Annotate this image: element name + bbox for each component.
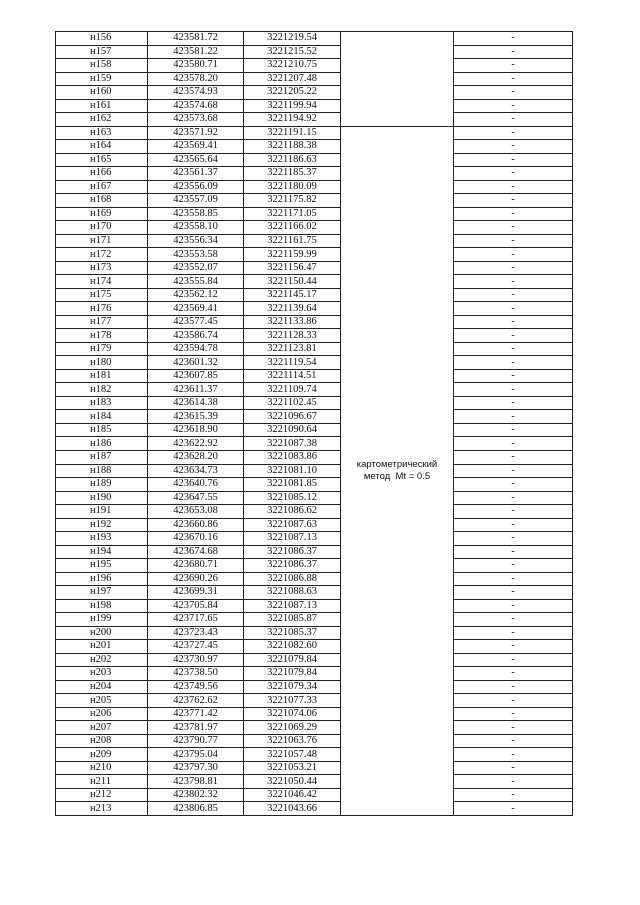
error-value-cell: - xyxy=(454,599,573,613)
error-value-cell: - xyxy=(454,329,573,343)
table-row xyxy=(56,505,573,519)
x-coordinate-cell: 423790.77 xyxy=(148,734,244,748)
x-coordinate-cell: 423569.41 xyxy=(148,140,244,154)
error-value-cell: - xyxy=(454,545,573,559)
point-id-cell: н205 xyxy=(56,694,148,708)
point-id-cell: н168 xyxy=(56,194,148,208)
y-coordinate-cell: 3221156.47 xyxy=(244,261,341,275)
coordinate-table-body xyxy=(56,32,573,816)
x-coordinate-cell: 423798.81 xyxy=(148,775,244,789)
point-id-cell: н175 xyxy=(56,288,148,302)
table-row xyxy=(56,140,573,154)
y-coordinate-cell: 3221219.54 xyxy=(244,32,341,46)
error-value-cell: - xyxy=(454,369,573,383)
x-coordinate-cell: 423571.92 xyxy=(148,126,244,140)
x-coordinate-cell: 423781.97 xyxy=(148,721,244,735)
point-id-cell: н180 xyxy=(56,356,148,370)
point-id-cell: н207 xyxy=(56,721,148,735)
point-id-cell: н206 xyxy=(56,707,148,721)
table-row xyxy=(56,518,573,532)
error-value-cell: - xyxy=(454,234,573,248)
x-coordinate-cell: 423717.65 xyxy=(148,613,244,627)
table-row xyxy=(56,59,573,73)
table-row xyxy=(56,329,573,343)
x-coordinate-cell: 423618.90 xyxy=(148,423,244,437)
table-row xyxy=(56,248,573,262)
coordinate-table-sheet xyxy=(55,31,572,858)
y-coordinate-cell: 3221087.63 xyxy=(244,518,341,532)
point-id-cell: н164 xyxy=(56,140,148,154)
error-value-cell: - xyxy=(454,356,573,370)
x-coordinate-cell: 423653.08 xyxy=(148,505,244,519)
point-id-cell: н209 xyxy=(56,748,148,762)
table-row xyxy=(56,478,573,492)
y-coordinate-cell: 3221088.63 xyxy=(244,586,341,600)
table-row xyxy=(56,748,573,762)
point-id-cell: н161 xyxy=(56,99,148,113)
error-value-cell: - xyxy=(454,410,573,424)
x-coordinate-cell: 423553.58 xyxy=(148,248,244,262)
table-row xyxy=(56,775,573,789)
table-row xyxy=(56,734,573,748)
error-value-cell: - xyxy=(454,45,573,59)
x-coordinate-cell: 423647.55 xyxy=(148,491,244,505)
error-value-cell: - xyxy=(454,653,573,667)
point-id-cell: н189 xyxy=(56,478,148,492)
table-row xyxy=(56,275,573,289)
error-value-cell: - xyxy=(454,288,573,302)
error-value-cell: - xyxy=(454,194,573,208)
point-id-cell: н200 xyxy=(56,626,148,640)
y-coordinate-cell: 3221207.48 xyxy=(244,72,341,86)
x-coordinate-cell: 423556.34 xyxy=(148,234,244,248)
coordinate-table xyxy=(55,31,573,816)
x-coordinate-cell: 423628.20 xyxy=(148,450,244,464)
error-value-cell: - xyxy=(454,221,573,235)
x-coordinate-cell: 423771.42 xyxy=(148,707,244,721)
point-id-cell: н210 xyxy=(56,761,148,775)
y-coordinate-cell: 3221074.06 xyxy=(244,707,341,721)
point-id-cell: н198 xyxy=(56,599,148,613)
table-row xyxy=(56,613,573,627)
point-id-cell: н165 xyxy=(56,153,148,167)
error-value-cell: - xyxy=(454,302,573,316)
x-coordinate-cell: 423594.78 xyxy=(148,342,244,356)
error-value-cell: - xyxy=(454,59,573,73)
y-coordinate-cell: 3221079.84 xyxy=(244,667,341,681)
y-coordinate-cell: 3221123.81 xyxy=(244,342,341,356)
x-coordinate-cell: 423762.62 xyxy=(148,694,244,708)
error-value-cell: - xyxy=(454,505,573,519)
point-id-cell: н191 xyxy=(56,505,148,519)
y-coordinate-cell: 3221166.02 xyxy=(244,221,341,235)
error-value-cell: - xyxy=(454,667,573,681)
error-value-cell: - xyxy=(454,586,573,600)
error-value-cell: - xyxy=(454,775,573,789)
error-value-cell: - xyxy=(454,437,573,451)
point-id-cell: н173 xyxy=(56,261,148,275)
table-row xyxy=(56,194,573,208)
error-value-cell: - xyxy=(454,423,573,437)
x-coordinate-cell: 423634.73 xyxy=(148,464,244,478)
error-value-cell: - xyxy=(454,167,573,181)
error-value-cell: - xyxy=(454,491,573,505)
error-value-cell: - xyxy=(454,180,573,194)
y-coordinate-cell: 3221082.60 xyxy=(244,640,341,654)
x-coordinate-cell: 423615.39 xyxy=(148,410,244,424)
table-row xyxy=(56,707,573,721)
table-row xyxy=(56,302,573,316)
x-coordinate-cell: 423622.92 xyxy=(148,437,244,451)
y-coordinate-cell: 3221086.37 xyxy=(244,559,341,573)
y-coordinate-cell: 3221159.99 xyxy=(244,248,341,262)
error-value-cell: - xyxy=(454,802,573,816)
table-row xyxy=(56,423,573,437)
x-coordinate-cell: 423806.85 xyxy=(148,802,244,816)
table-row xyxy=(56,32,573,46)
x-coordinate-cell: 423614.38 xyxy=(148,396,244,410)
x-coordinate-cell: 423565.64 xyxy=(148,153,244,167)
y-coordinate-cell: 3221046.42 xyxy=(244,788,341,802)
table-row xyxy=(56,86,573,100)
x-coordinate-cell: 423727.45 xyxy=(148,640,244,654)
point-id-cell: н169 xyxy=(56,207,148,221)
point-id-cell: н162 xyxy=(56,113,148,127)
point-id-cell: н160 xyxy=(56,86,148,100)
x-coordinate-cell: 423574.93 xyxy=(148,86,244,100)
y-coordinate-cell: 3221069.29 xyxy=(244,721,341,735)
error-value-cell: - xyxy=(454,518,573,532)
point-id-cell: н157 xyxy=(56,45,148,59)
y-coordinate-cell: 3221063.76 xyxy=(244,734,341,748)
y-coordinate-cell: 3221053.21 xyxy=(244,761,341,775)
x-coordinate-cell: 423611.37 xyxy=(148,383,244,397)
table-row xyxy=(56,45,573,59)
point-id-cell: н174 xyxy=(56,275,148,289)
y-coordinate-cell: 3221114.51 xyxy=(244,369,341,383)
x-coordinate-cell: 423581.72 xyxy=(148,32,244,46)
y-coordinate-cell: 3221161.75 xyxy=(244,234,341,248)
error-value-cell: - xyxy=(454,72,573,86)
table-row xyxy=(56,288,573,302)
point-id-cell: н178 xyxy=(56,329,148,343)
point-id-cell: н172 xyxy=(56,248,148,262)
x-coordinate-cell: 423581.22 xyxy=(148,45,244,59)
y-coordinate-cell: 3221081.85 xyxy=(244,478,341,492)
point-id-cell: н201 xyxy=(56,640,148,654)
table-row xyxy=(56,450,573,464)
error-value-cell: - xyxy=(454,140,573,154)
y-coordinate-cell: 3221145.17 xyxy=(244,288,341,302)
table-row xyxy=(56,167,573,181)
error-value-cell: - xyxy=(454,261,573,275)
point-id-cell: н163 xyxy=(56,126,148,140)
error-value-cell: - xyxy=(454,572,573,586)
table-row xyxy=(56,532,573,546)
table-row xyxy=(56,559,573,573)
table-row xyxy=(56,788,573,802)
table-row xyxy=(56,342,573,356)
error-value-cell: - xyxy=(454,680,573,694)
y-coordinate-cell: 3221150.44 xyxy=(244,275,341,289)
error-value-cell: - xyxy=(454,126,573,140)
y-coordinate-cell: 3221085.37 xyxy=(244,626,341,640)
table-row xyxy=(56,315,573,329)
y-coordinate-cell: 3221180.09 xyxy=(244,180,341,194)
x-coordinate-cell: 423607.85 xyxy=(148,369,244,383)
table-row xyxy=(56,410,573,424)
table-row xyxy=(56,545,573,559)
method-cell xyxy=(341,126,454,815)
point-id-cell: н181 xyxy=(56,369,148,383)
x-coordinate-cell: 423705.84 xyxy=(148,599,244,613)
table-row xyxy=(56,572,573,586)
error-value-cell: - xyxy=(454,478,573,492)
x-coordinate-cell: 423586.74 xyxy=(148,329,244,343)
error-value-cell: - xyxy=(454,613,573,627)
x-coordinate-cell: 423690.26 xyxy=(148,572,244,586)
error-value-cell: - xyxy=(454,207,573,221)
point-id-cell: н208 xyxy=(56,734,148,748)
x-coordinate-cell: 423558.10 xyxy=(148,221,244,235)
table-row xyxy=(56,113,573,127)
y-coordinate-cell: 3221081.10 xyxy=(244,464,341,478)
y-coordinate-cell: 3221043.66 xyxy=(244,802,341,816)
y-coordinate-cell: 3221102.45 xyxy=(244,396,341,410)
point-id-cell: н193 xyxy=(56,532,148,546)
x-coordinate-cell: 423640.76 xyxy=(148,478,244,492)
y-coordinate-cell: 3221085.12 xyxy=(244,491,341,505)
y-coordinate-cell: 3221085.87 xyxy=(244,613,341,627)
error-value-cell: - xyxy=(454,559,573,573)
table-row xyxy=(56,72,573,86)
point-id-cell: н195 xyxy=(56,559,148,573)
x-coordinate-cell: 423674.68 xyxy=(148,545,244,559)
y-coordinate-cell: 3221185.37 xyxy=(244,167,341,181)
point-id-cell: н183 xyxy=(56,396,148,410)
point-id-cell: н170 xyxy=(56,221,148,235)
point-id-cell: н211 xyxy=(56,775,148,789)
x-coordinate-cell: 423577.45 xyxy=(148,315,244,329)
error-value-cell: - xyxy=(454,640,573,654)
table-row xyxy=(56,721,573,735)
y-coordinate-cell: 3221194.92 xyxy=(244,113,341,127)
y-coordinate-cell: 3221077.33 xyxy=(244,694,341,708)
error-value-cell: - xyxy=(454,113,573,127)
x-coordinate-cell: 423558.85 xyxy=(148,207,244,221)
table-row xyxy=(56,761,573,775)
point-id-cell: н171 xyxy=(56,234,148,248)
point-id-cell: н190 xyxy=(56,491,148,505)
x-coordinate-cell: 423580.71 xyxy=(148,59,244,73)
y-coordinate-cell: 3221205.22 xyxy=(244,86,341,100)
x-coordinate-cell: 423749.56 xyxy=(148,680,244,694)
x-coordinate-cell: 423555.84 xyxy=(148,275,244,289)
point-id-cell: н196 xyxy=(56,572,148,586)
x-coordinate-cell: 423680.71 xyxy=(148,559,244,573)
table-row xyxy=(56,437,573,451)
y-coordinate-cell: 3221086.88 xyxy=(244,572,341,586)
table-row xyxy=(56,207,573,221)
y-coordinate-cell: 3221133.86 xyxy=(244,315,341,329)
y-coordinate-cell: 3221090.64 xyxy=(244,423,341,437)
y-coordinate-cell: 3221128.33 xyxy=(244,329,341,343)
y-coordinate-cell: 3221175.82 xyxy=(244,194,341,208)
x-coordinate-cell: 423723.43 xyxy=(148,626,244,640)
table-row xyxy=(56,180,573,194)
error-value-cell: - xyxy=(454,315,573,329)
error-value-cell: - xyxy=(454,788,573,802)
error-value-cell: - xyxy=(454,734,573,748)
y-coordinate-cell: 3221079.34 xyxy=(244,680,341,694)
error-value-cell: - xyxy=(454,275,573,289)
table-row xyxy=(56,680,573,694)
point-id-cell: н182 xyxy=(56,383,148,397)
x-coordinate-cell: 423795.04 xyxy=(148,748,244,762)
table-row xyxy=(56,126,573,140)
x-coordinate-cell: 423797.30 xyxy=(148,761,244,775)
error-value-cell: - xyxy=(454,748,573,762)
y-coordinate-cell: 3221057.48 xyxy=(244,748,341,762)
error-value-cell: - xyxy=(454,342,573,356)
x-coordinate-cell: 423552.07 xyxy=(148,261,244,275)
point-id-cell: н159 xyxy=(56,72,148,86)
point-id-cell: н156 xyxy=(56,32,148,46)
y-coordinate-cell: 3221109.74 xyxy=(244,383,341,397)
point-id-cell: н184 xyxy=(56,410,148,424)
table-row xyxy=(56,586,573,600)
y-coordinate-cell: 3221086.37 xyxy=(244,545,341,559)
x-coordinate-cell: 423562.12 xyxy=(148,288,244,302)
table-row xyxy=(56,464,573,478)
x-coordinate-cell: 423670.16 xyxy=(148,532,244,546)
table-row xyxy=(56,221,573,235)
y-coordinate-cell: 3221188.38 xyxy=(244,140,341,154)
point-id-cell: н188 xyxy=(56,464,148,478)
y-coordinate-cell: 3221083.86 xyxy=(244,450,341,464)
error-value-cell: - xyxy=(454,153,573,167)
point-id-cell: н213 xyxy=(56,802,148,816)
x-coordinate-cell: 423556.09 xyxy=(148,180,244,194)
y-coordinate-cell: 3221191.15 xyxy=(244,126,341,140)
y-coordinate-cell: 3221171.05 xyxy=(244,207,341,221)
y-coordinate-cell: 3221199.94 xyxy=(244,99,341,113)
error-value-cell: - xyxy=(454,532,573,546)
table-row xyxy=(56,802,573,816)
x-coordinate-cell: 423660.86 xyxy=(148,518,244,532)
method-name: картометрический xyxy=(356,458,438,470)
point-id-cell: н203 xyxy=(56,667,148,681)
table-row xyxy=(56,667,573,681)
y-coordinate-cell: 3221210.75 xyxy=(244,59,341,73)
error-value-cell: - xyxy=(454,383,573,397)
error-value-cell: - xyxy=(454,32,573,46)
point-id-cell: н176 xyxy=(56,302,148,316)
table-row xyxy=(56,261,573,275)
x-coordinate-cell: 423561.37 xyxy=(148,167,244,181)
error-value-cell: - xyxy=(454,761,573,775)
error-value-cell: - xyxy=(454,86,573,100)
point-id-cell: н177 xyxy=(56,315,148,329)
error-value-cell: - xyxy=(454,248,573,262)
error-value-cell: - xyxy=(454,396,573,410)
table-row xyxy=(56,369,573,383)
table-row xyxy=(56,640,573,654)
table-row xyxy=(56,99,573,113)
x-coordinate-cell: 423730.97 xyxy=(148,653,244,667)
table-row xyxy=(56,383,573,397)
point-id-cell: н192 xyxy=(56,518,148,532)
x-coordinate-cell: 423557.09 xyxy=(148,194,244,208)
table-row xyxy=(56,599,573,613)
error-value-cell: - xyxy=(454,99,573,113)
x-coordinate-cell: 423699.31 xyxy=(148,586,244,600)
y-coordinate-cell: 3221079.84 xyxy=(244,653,341,667)
method-cell-empty xyxy=(341,32,454,127)
table-row xyxy=(56,396,573,410)
point-id-cell: н204 xyxy=(56,680,148,694)
error-value-cell: - xyxy=(454,694,573,708)
point-id-cell: н199 xyxy=(56,613,148,627)
y-coordinate-cell: 3221087.13 xyxy=(244,532,341,546)
point-id-cell: н187 xyxy=(56,450,148,464)
x-coordinate-cell: 423569.41 xyxy=(148,302,244,316)
y-coordinate-cell: 3221186.63 xyxy=(244,153,341,167)
x-coordinate-cell: 423601.32 xyxy=(148,356,244,370)
x-coordinate-cell: 423738.50 xyxy=(148,667,244,681)
x-coordinate-cell: 423578.20 xyxy=(148,72,244,86)
table-row xyxy=(56,356,573,370)
y-coordinate-cell: 3221096.67 xyxy=(244,410,341,424)
point-id-cell: н186 xyxy=(56,437,148,451)
error-value-cell: - xyxy=(454,626,573,640)
y-coordinate-cell: 3221086.62 xyxy=(244,505,341,519)
y-coordinate-cell: 3221215.52 xyxy=(244,45,341,59)
y-coordinate-cell: 3221087.38 xyxy=(244,437,341,451)
table-row xyxy=(56,694,573,708)
point-id-cell: н194 xyxy=(56,545,148,559)
table-row xyxy=(56,491,573,505)
table-row xyxy=(56,626,573,640)
table-row xyxy=(56,234,573,248)
error-value-cell: - xyxy=(454,464,573,478)
point-id-cell: н197 xyxy=(56,586,148,600)
x-coordinate-cell: 423574.68 xyxy=(148,99,244,113)
point-id-cell: н202 xyxy=(56,653,148,667)
y-coordinate-cell: 3221139.64 xyxy=(244,302,341,316)
error-value-cell: - xyxy=(454,450,573,464)
table-row xyxy=(56,153,573,167)
x-coordinate-cell: 423573.68 xyxy=(148,113,244,127)
y-coordinate-cell: 3221119.54 xyxy=(244,356,341,370)
method-accuracy: метод Mt = 0.5 xyxy=(363,470,431,482)
error-value-cell: - xyxy=(454,707,573,721)
x-coordinate-cell: 423802.32 xyxy=(148,788,244,802)
point-id-cell: н185 xyxy=(56,423,148,437)
y-coordinate-cell: 3221050.44 xyxy=(244,775,341,789)
point-id-cell: н212 xyxy=(56,788,148,802)
point-id-cell: н179 xyxy=(56,342,148,356)
point-id-cell: н158 xyxy=(56,59,148,73)
point-id-cell: н167 xyxy=(56,180,148,194)
error-value-cell: - xyxy=(454,721,573,735)
y-coordinate-cell: 3221087.13 xyxy=(244,599,341,613)
point-id-cell: н166 xyxy=(56,167,148,181)
table-row xyxy=(56,653,573,667)
